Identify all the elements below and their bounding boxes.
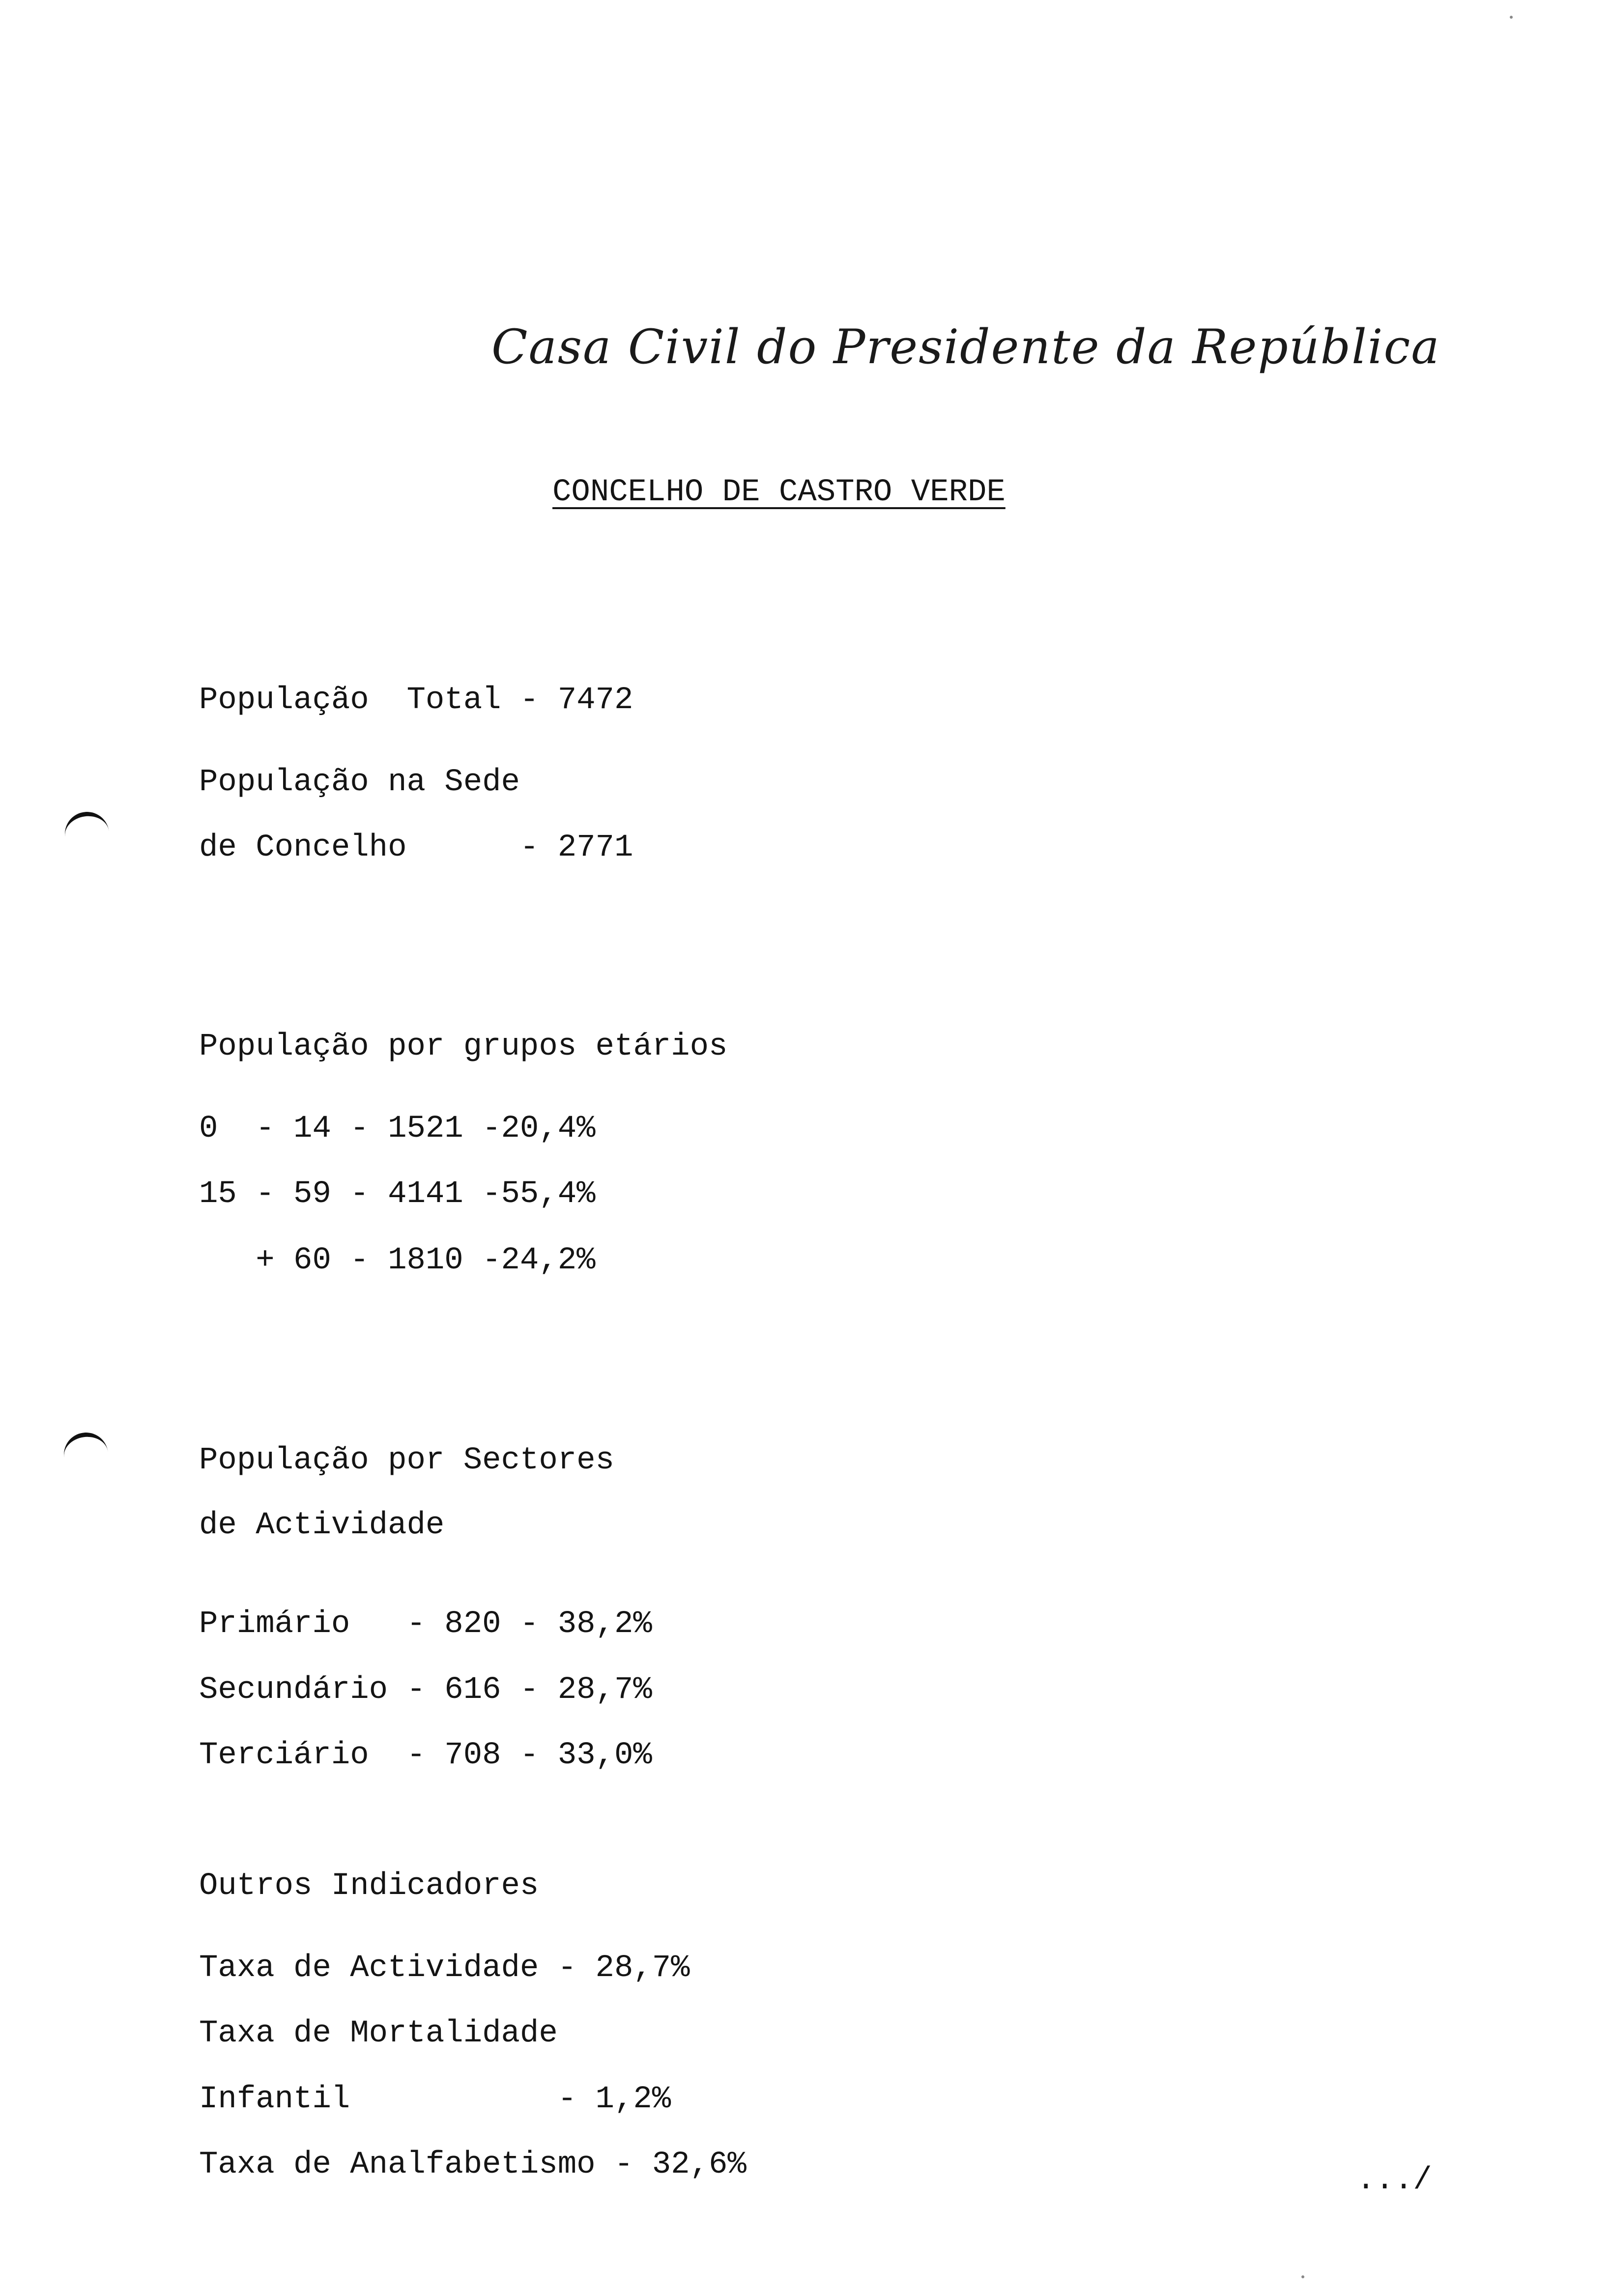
indicator-row: Taxa de Actividade - 28,7% — [199, 1951, 690, 1986]
other-indicators-heading: Outros Indicadores — [199, 1868, 539, 1904]
scan-speck — [1510, 16, 1513, 19]
age-group-row: 0 - 14 - 1521 -20,4% — [199, 1111, 596, 1147]
document-title: CONCELHO DE CASTRO VERDE — [552, 475, 1006, 510]
sectors-heading-cont: de Actividade — [199, 1508, 445, 1543]
age-group-row: 15 - 59 - 4141 -55,4% — [199, 1177, 596, 1212]
letterhead: Casa Civil do Presidente da República — [491, 319, 1440, 374]
indicator-row: Infantil - 1,2% — [199, 2082, 671, 2117]
age-group-row: + 60 - 1810 -24,2% — [199, 1243, 596, 1278]
continuation-mark: .../ — [1356, 2163, 1432, 2198]
population-seat-label: População na Sede — [199, 765, 520, 800]
indicator-row: Taxa de Mortalidade — [199, 2016, 558, 2051]
punch-hole-mark — [62, 809, 112, 859]
age-groups-heading: População por grupos etários — [199, 1029, 728, 1064]
punch-hole-mark — [61, 1430, 111, 1480]
sector-row: Terciário - 708 - 33,0% — [199, 1738, 652, 1773]
population-seat-value: de Concelho - 2771 — [199, 830, 633, 865]
population-total: População Total - 7472 — [199, 683, 633, 718]
sectors-heading: População por Sectores — [199, 1443, 614, 1478]
sector-row: Secundário - 616 - 28,7% — [199, 1672, 652, 1708]
scan-speck — [1301, 2275, 1304, 2278]
sector-row: Primário - 820 - 38,2% — [199, 1607, 652, 1642]
indicator-row: Taxa de Analfabetismo - 32,6% — [199, 2147, 747, 2182]
